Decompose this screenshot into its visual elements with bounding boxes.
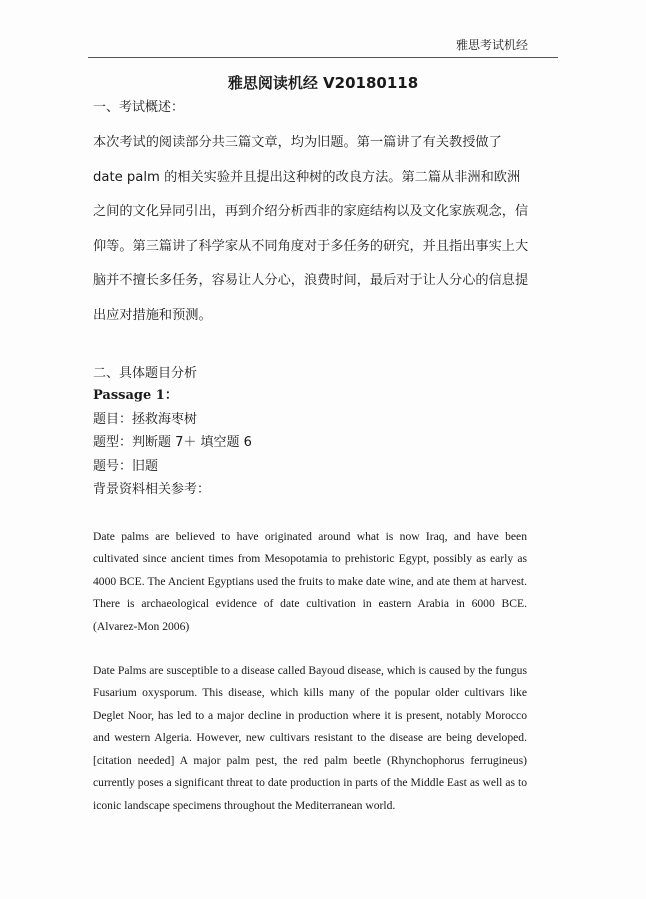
overview-text: 本次考试的阅读部分共三篇文章，均为旧题。第一篇讲了有关教授做了 date palm 的相关实验并且提出这种树的改良方法。第二篇从非洲和欧洲之间的文化异同引出，再到介绍分析西非的家庭结构以及文化家族观念，信仰等。第三篇讲了科学家从不同角度对于多任务的研究，并且指出事实上大脑并不擅长多任务，容易让人分心，浪费时间，最后对于让人分心的信息提出应对措施和预测。: [93, 135, 529, 323]
passage-question-types: 题型：判断题 7＋ 填空题 6: [93, 435, 252, 450]
overview-paragraph: [93, 126, 533, 333]
english-paragraph: Date Palms are susceptible to a disease called Bayoud disease, which is caused by the fungus Fusarium oxysporum. This disease, which kills many of the popular older cultivars like Deglet Noor, has led to a major decline in production where it is present, notably Morocco and western Algeria. However, new cultivars resistant to the disease are being developed.[citation needed] A major palm pest, the red palm beetle (Rhynchophorus ferrugineus) currently poses a significant threat to date production in parts of the Middle East as well as to iconic landscape specimens throughout the Mediterranean world.: [93, 663, 527, 812]
passage-topic: 题目：拯救海枣树: [93, 411, 198, 427]
passage-meta: [93, 384, 252, 502]
english-paragraph: Date palms are believed to have originated around what is now Iraq, and have been cultivated since ancient times from Mesopotamia to prehistoric Egypt, possibly as early as 4000 BCE. The Ancient Egyptians used the fruits to make date wine, and ate them at harvest. There is archaeological evidence of date cultivation in eastern Arabia in 6000 BCE. (Alvarez-Mon 2006): [93, 529, 527, 633]
running-header: 雅思考试机经: [455, 38, 528, 52]
section-heading-analysis: 二、具体题目分析: [93, 366, 198, 381]
passage-background-label: 背景资料相关参考：: [93, 482, 211, 497]
passage-label: Passage 1：: [93, 388, 178, 403]
passage-question-number: 题号：旧题: [93, 458, 159, 474]
section-heading-overview: 一、考试概述：: [93, 100, 185, 115]
header-rule: [88, 57, 558, 58]
document-title: 雅思阅读机经 V20180118: [227, 74, 419, 92]
